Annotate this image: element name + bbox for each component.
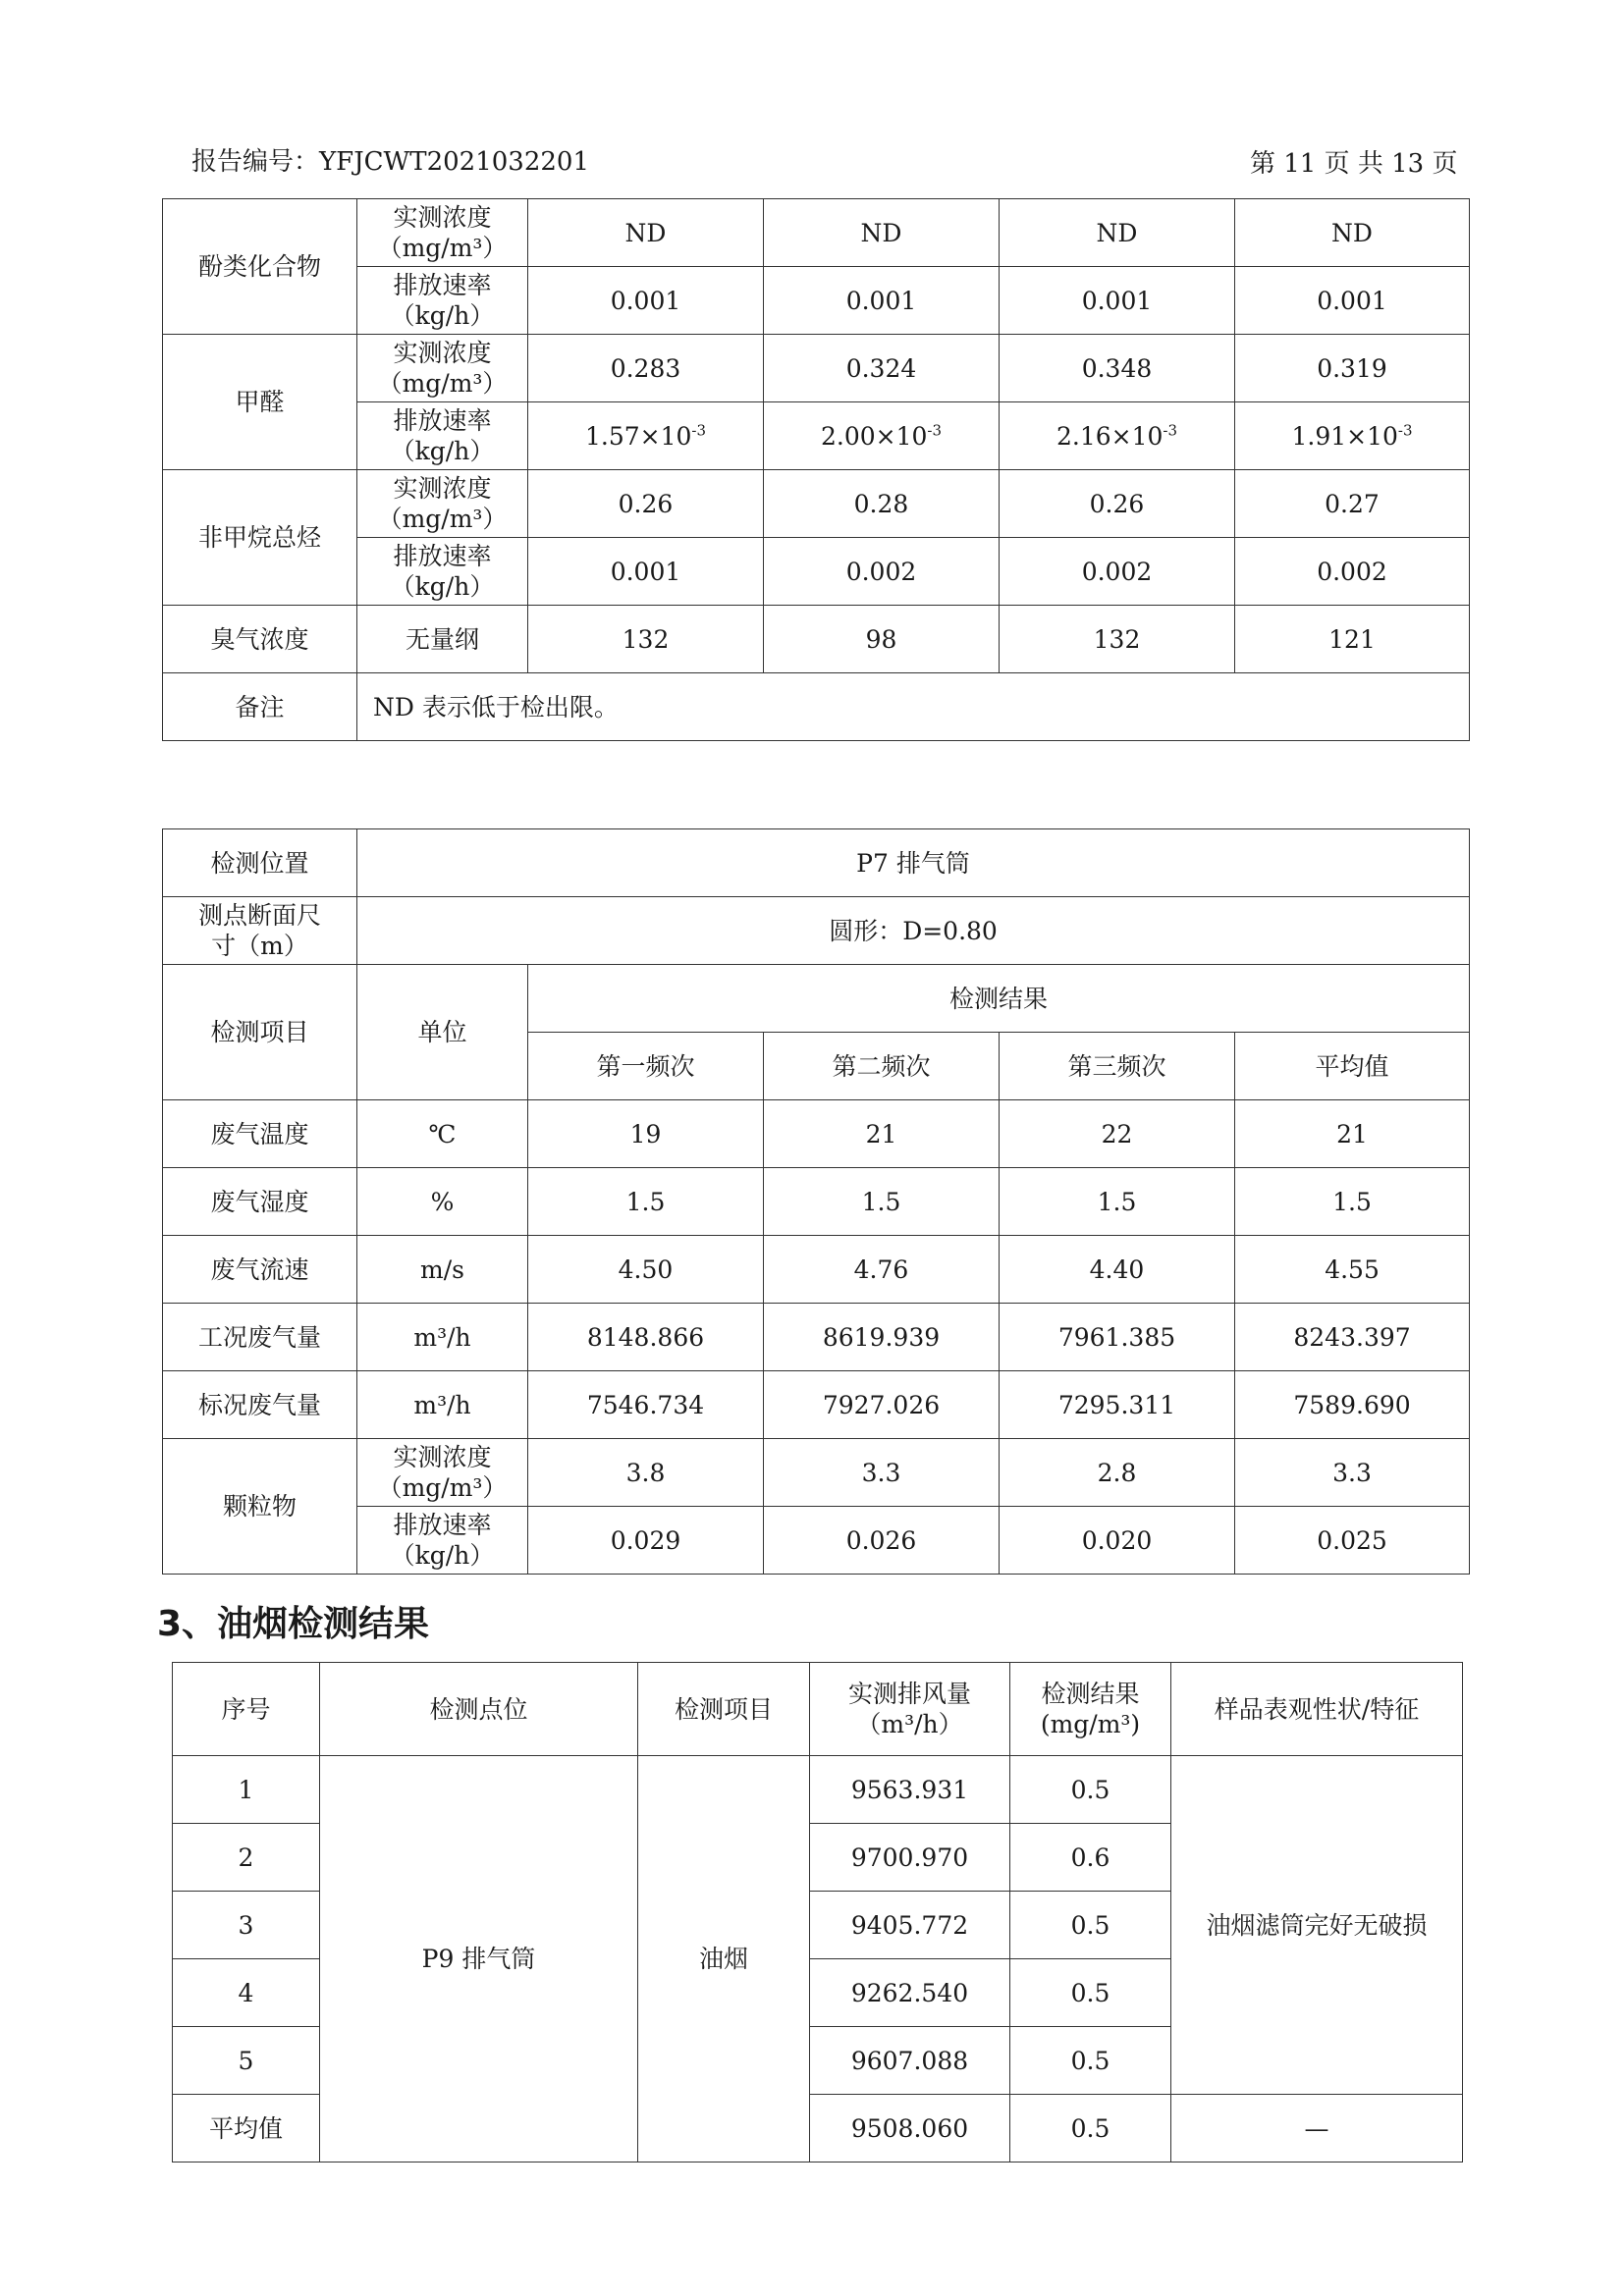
unit-cell: 无量纲 [357,606,528,673]
value-cell: 0.025 [1235,1507,1470,1575]
seq-cell: 5 [173,2027,320,2095]
flow-cell: 9262.540 [810,1959,1010,2027]
item-header: 检测项目 [638,1663,810,1756]
result-cell: 0.5 [1010,2027,1171,2095]
table-row [163,1100,1470,1168]
table-row [163,267,1470,335]
item-cell: 标况废气量 [163,1371,357,1439]
item-cell: 臭气浓度 [163,606,357,673]
frequency-header: 平均值 [1235,1033,1470,1100]
seq-cell: 2 [173,1824,320,1892]
table-row [163,1304,1470,1371]
seq-cell: 4 [173,1959,320,2027]
item-header: 检测项目 [163,965,357,1100]
flow-cell: 9508.060 [810,2095,1010,2163]
unit-cell: m/s [357,1236,528,1304]
remark-text: ND 表示低于检出限。 [357,673,1470,741]
value-cell: 8148.866 [528,1304,764,1371]
value-cell: 7295.311 [1000,1371,1235,1439]
table-row [163,335,1470,402]
unit-cell: 实测浓度 （mg/m³） [357,1439,528,1507]
frequency-header: 第三频次 [1000,1033,1235,1100]
table-row [163,199,1470,267]
table-header-row [173,1663,1463,1756]
unit-cell: 实测浓度 （mg/m³） [357,470,528,538]
table-header-row [163,965,1470,1033]
results-header: 检测结果 [528,965,1470,1033]
value-cell: ND [528,199,764,267]
point-header: 检测点位 [320,1663,638,1756]
unit-cell: 排放速率 （kg/h） [357,538,528,606]
table-row [163,538,1470,606]
value-cell: 0.002 [764,538,1000,606]
table-row [163,606,1470,673]
value-cell: 0.002 [1235,538,1470,606]
flow-cell: 9607.088 [810,2027,1010,2095]
value-cell: 3.8 [528,1439,764,1507]
report-number: 报告编号：YFJCWT2021032201 [191,147,590,177]
flow-cell: 9563.931 [810,1756,1010,1824]
value-cell: 0.002 [1000,538,1235,606]
value-cell: ND [1000,199,1235,267]
flow-header: 实测排风量 （m³/h） [810,1663,1010,1756]
value-cell: 0.283 [528,335,764,402]
table-row [173,1756,1463,1824]
unit-cell: 排放速率 （kg/h） [357,267,528,335]
value-cell: 4.76 [764,1236,1000,1304]
table-row [163,1168,1470,1236]
value-cell: 3.3 [1235,1439,1470,1507]
point-cell: P9 排气筒 [320,1756,638,2163]
flow-cell: 9405.772 [810,1892,1010,1959]
item-cell: 废气湿度 [163,1168,357,1236]
item-cell: 非甲烷总烃 [163,470,357,606]
appearance-cell: — [1171,2095,1463,2163]
item-cell: 废气流速 [163,1236,357,1304]
table-row [163,470,1470,538]
value-cell: 0.28 [764,470,1000,538]
unit-cell: 排放速率 （kg/h） [357,1507,528,1575]
table-row [163,402,1470,470]
page-info: 第 11 页 共 13 页 [1250,149,1458,179]
table-row [163,829,1470,897]
item-cell: 油烟 [638,1756,810,2163]
item-cell: 甲醛 [163,335,357,470]
remark-label: 备注 [163,673,357,741]
item-cell: 废气温度 [163,1100,357,1168]
value-cell: 1.5 [528,1168,764,1236]
value-cell: 7927.026 [764,1371,1000,1439]
value-cell: 8243.397 [1235,1304,1470,1371]
unit-cell: 实测浓度 （mg/m³） [357,199,528,267]
value-cell: 98 [764,606,1000,673]
value-cell: 0.26 [1000,470,1235,538]
value-cell: $2.16\times 10^{-3}$ [1000,402,1235,470]
unit-cell: ℃ [357,1100,528,1168]
value-cell: 0.026 [764,1507,1000,1575]
frequency-header: 第二频次 [764,1033,1000,1100]
section-title: 3、油烟检测结果 [157,1604,430,1644]
result-cell: 0.6 [1010,1824,1171,1892]
seq-cell: 平均值 [173,2095,320,2163]
value-cell: 132 [1000,606,1235,673]
value-cell: 8619.939 [764,1304,1000,1371]
section-size-label: 测点断面尺 寸（m） [163,897,357,965]
section-size-value: 圆形：D=0.80 [357,897,1470,965]
value-cell: 4.50 [528,1236,764,1304]
seq-cell: 3 [173,1892,320,1959]
emission-table-continued [162,198,1470,741]
value-cell: 132 [528,606,764,673]
value-cell: 0.001 [764,267,1000,335]
item-cell: 颗粒物 [163,1439,357,1575]
value-cell: $1.91\times 10^{-3}$ [1235,402,1470,470]
unit-cell: 排放速率 （kg/h） [357,402,528,470]
value-cell: 0.001 [1235,267,1470,335]
value-cell: 7589.690 [1235,1371,1470,1439]
result-cell: 0.5 [1010,1892,1171,1959]
value-cell: 0.001 [528,538,764,606]
value-cell: ND [764,199,1000,267]
unit-header: 单位 [357,965,528,1100]
oil-fume-table [172,1662,1463,2163]
appearance-cell: 油烟滤筒完好无破损 [1171,1756,1463,2095]
result-cell: 0.5 [1010,1959,1171,2027]
unit-cell: m³/h [357,1304,528,1371]
value-cell: 4.55 [1235,1236,1470,1304]
value-cell: 0.020 [1000,1507,1235,1575]
value-cell: 2.8 [1000,1439,1235,1507]
value-cell: 19 [528,1100,764,1168]
value-cell: 0.001 [528,267,764,335]
value-cell: 1.5 [764,1168,1000,1236]
table-row [163,897,1470,965]
item-cell: 酚类化合物 [163,199,357,335]
value-cell: 0.27 [1235,470,1470,538]
result-header: 检测结果 (mg/m³) [1010,1663,1171,1756]
value-cell: ND [1235,199,1470,267]
value-cell: 121 [1235,606,1470,673]
unit-cell: 实测浓度 （mg/m³） [357,335,528,402]
value-cell: 7546.734 [528,1371,764,1439]
value-cell: 0.029 [528,1507,764,1575]
value-cell: 1.5 [1000,1168,1235,1236]
value-cell: 0.348 [1000,335,1235,402]
p7-emission-table [162,828,1470,1575]
value-cell: 0.319 [1235,335,1470,402]
value-cell: 21 [764,1100,1000,1168]
flow-cell: 9700.970 [810,1824,1010,1892]
location-label: 检测位置 [163,829,357,897]
item-cell: 工况废气量 [163,1304,357,1371]
value-cell: 3.3 [764,1439,1000,1507]
value-cell: 7961.385 [1000,1304,1235,1371]
result-cell: 0.5 [1010,1756,1171,1824]
value-cell: 0.001 [1000,267,1235,335]
unit-cell: m³/h [357,1371,528,1439]
seq-cell: 1 [173,1756,320,1824]
value-cell: 21 [1235,1100,1470,1168]
value-cell: 4.40 [1000,1236,1235,1304]
frequency-header: 第一频次 [528,1033,764,1100]
table-row [163,1371,1470,1439]
value-cell: $1.57\times 10^{-3}$ [528,402,764,470]
table-row [163,1439,1470,1507]
appearance-header: 样品表观性状/特征 [1171,1663,1463,1756]
table-row [163,673,1470,741]
value-cell: 0.324 [764,335,1000,402]
location-value: P7 排气筒 [357,829,1470,897]
table-row [163,1507,1470,1575]
seq-header: 序号 [173,1663,320,1756]
value-cell: 22 [1000,1100,1235,1168]
value-cell: 1.5 [1235,1168,1470,1236]
unit-cell: % [357,1168,528,1236]
table-row [163,1236,1470,1304]
value-cell: $2.00\times 10^{-3}$ [764,402,1000,470]
result-cell: 0.5 [1010,2095,1171,2163]
value-cell: 0.26 [528,470,764,538]
